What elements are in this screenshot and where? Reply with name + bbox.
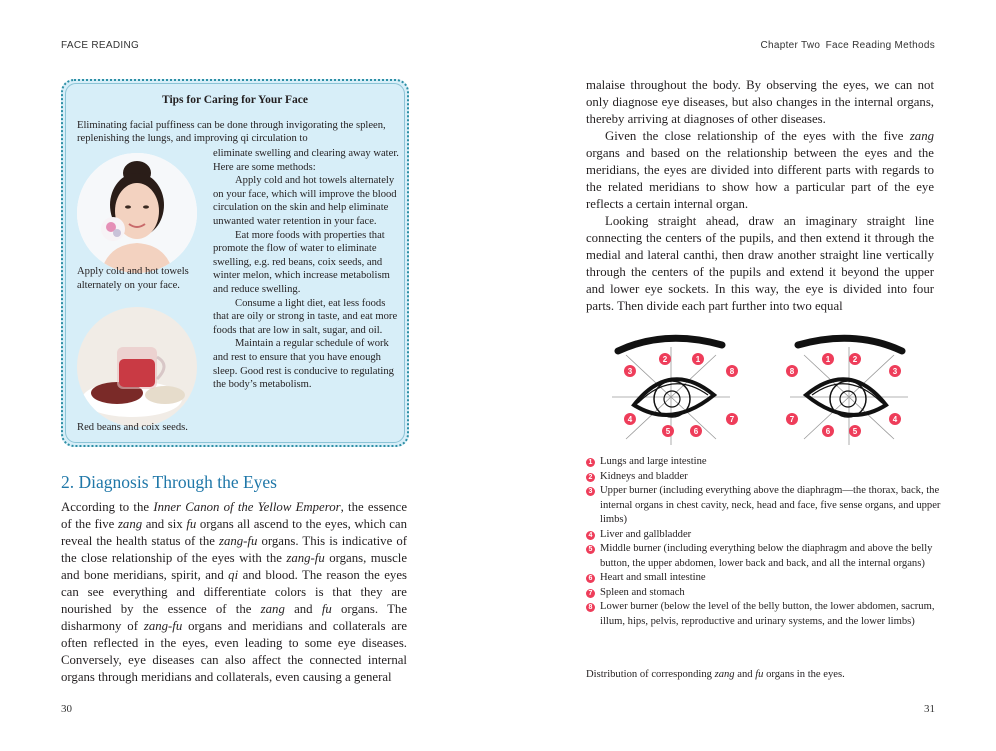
legend-item: 6 Heart and small intestine xyxy=(586,571,948,586)
region-marker-number: 5 xyxy=(852,427,858,436)
page-number-left: 30 xyxy=(61,703,72,715)
region-marker-number: 6 xyxy=(825,427,831,436)
figure-caption: Distribution of corresponding zang and fu organs in the eyes. xyxy=(586,669,845,680)
legend-item: 8 Lower burner (below the level of the belly button, the lower abdomen, sacrum, illum, hips, pelvis, reproductive and urinary systems, and the lower limbs) xyxy=(586,600,948,629)
number-badge: 2 xyxy=(586,473,595,482)
region-marker-number: 1 xyxy=(825,355,831,364)
organ-legend xyxy=(586,455,948,629)
left-body-text xyxy=(61,499,407,686)
region-marker-number: 1 xyxy=(695,355,701,364)
tips-box xyxy=(61,79,409,447)
number-badge: 4 xyxy=(586,531,595,540)
iris xyxy=(654,381,690,417)
region-marker-number: 4 xyxy=(627,415,633,424)
tips-paragraph: Apply cold and hot towels alternately on your face, which will improve the blood circulation on the skin and help eliminate unwanted water retention in your face. xyxy=(213,175,397,227)
eye-division-diagram xyxy=(590,323,930,445)
number-badge: 1 xyxy=(586,458,595,467)
legend-item: 4 Liver and gallbladder xyxy=(586,528,948,543)
red-beans-tea-illustration xyxy=(77,307,197,427)
tips-paragraph: eliminate swelling and clearing away water. Here are some methods: xyxy=(213,148,399,173)
tips-paragraph: Consume a light diet, eat less foods that are oily or strong in taste, and eat more foods that are low in salt, sugar, and oil. xyxy=(213,297,398,336)
region-marker-number: 8 xyxy=(789,367,795,376)
right-eye-diagram xyxy=(790,338,908,445)
region-marker-number: 3 xyxy=(627,367,633,376)
iris xyxy=(830,381,866,417)
tips-methods-column xyxy=(213,147,401,392)
page-number-right: 31 xyxy=(924,703,935,715)
woman-face-photo xyxy=(77,153,197,273)
eyebrow xyxy=(798,338,902,351)
tips-intro: Eliminating facial puffiness can be done through invigorating the spleen, replenishing the lungs, and improving qi circulation to xyxy=(77,120,386,145)
running-header-left: FACE READING xyxy=(61,40,140,51)
region-marker-number: 5 xyxy=(665,427,671,436)
right-paragraph-1: malaise throughout the body. By observing the eyes, we can not only diagnose eye diseases, but also changes in the internal organs, thereby arriving at diagnoses of other diseases. xyxy=(586,78,934,126)
tips-title: Tips for Caring for Your Face xyxy=(162,94,308,106)
tips-paragraph: Maintain a regular schedule of work and rest to ensure that you have enough sleep. Good rest is conducive to regulating the body’s metabolism. xyxy=(213,338,394,391)
number-badge: 7 xyxy=(586,589,595,598)
eyebrow xyxy=(618,338,722,351)
region-marker-number: 2 xyxy=(662,355,668,364)
number-badge: 6 xyxy=(586,574,595,583)
region-marker-number: 7 xyxy=(789,415,795,424)
left-paragraph: According to the Inner Canon of the Yellow Emperor, the essence of the five zang and six fu organs all ascend to the eyes, which can reveal the health status of the zang-fu organs. This is indicative of the close relationship of the eyes with the zang-fu organs, muscle and bone meridians, spirit, and qi and blood. The reason the eyes can see everything and differentiate colors is that they are nourished by the essence of the zang and fu organs. The disharmony of zang-fu organs and meridians and collaterals are often reflected in the eyes, even leading to some eye diseases. Conversely, eye diseases can also affect the connected internal organs through meridians and collaterals, even causing a general xyxy=(61,500,408,684)
legend-item: 7 Spleen and stomach xyxy=(586,586,948,601)
beans-photo xyxy=(77,307,197,427)
right-body-text xyxy=(586,77,934,315)
section-heading: 2. Diagnosis Through the Eyes xyxy=(61,472,277,492)
photo-caption-towels: Apply cold and hot towels alternately on your face. xyxy=(77,266,189,291)
tips-paragraph: Eat more foods with properties that promote the flow of water to eliminate swelling, e.g. red beans, coix seeds, and winter melon, which increase metabolism and reduce swelling. xyxy=(213,229,390,295)
region-marker-number: 6 xyxy=(693,427,699,436)
legend-item: 3 Upper burner (including everything above the diaphragm—the thorax, back, the internal organs in chest cavity, neck, head and face, five sense organs, and upper limbs) xyxy=(586,484,948,528)
legend-item: 1 Lungs and large intestine xyxy=(586,455,948,470)
right-paragraph-2: Given the close relationship of the eyes with the five zang organs and based on the relationship between the eyes and the meridians, the eyes are divided into different parts with regards to the related meridians to show how a particular part of the eye reflects a certain internal organ. xyxy=(586,129,934,211)
number-badge: 3 xyxy=(586,487,595,496)
running-header-right: Chapter Two Face Reading Methods xyxy=(760,40,935,51)
number-badge: 5 xyxy=(586,545,595,554)
region-marker-number: 4 xyxy=(892,415,898,424)
region-marker-number: 2 xyxy=(852,355,858,364)
legend-item: 5 Middle burner (including everything below the diaphragm and above the belly button, the upper abdomen, lower back and back, and all the internal organs) xyxy=(586,542,948,571)
legend-item: 2 Kidneys and bladder xyxy=(586,470,948,485)
woman-face-illustration xyxy=(77,153,197,273)
region-marker-number: 7 xyxy=(729,415,735,424)
number-badge: 8 xyxy=(586,603,595,612)
photo-caption-beans: Red beans and coix seeds. xyxy=(77,422,188,433)
region-marker-number: 8 xyxy=(729,367,735,376)
region-marker-number: 3 xyxy=(892,367,898,376)
right-paragraph-3: Looking straight ahead, draw an imaginary straight line connecting the centers of the pupils, and then extend it through the medial and lateral canthi, then draw another straight line vertically through the centers of the pupils and extend it beyond the upper and lower eye sockets. In this way, the eye is divided into four parts. Then divide each part further into two equal xyxy=(586,214,934,313)
